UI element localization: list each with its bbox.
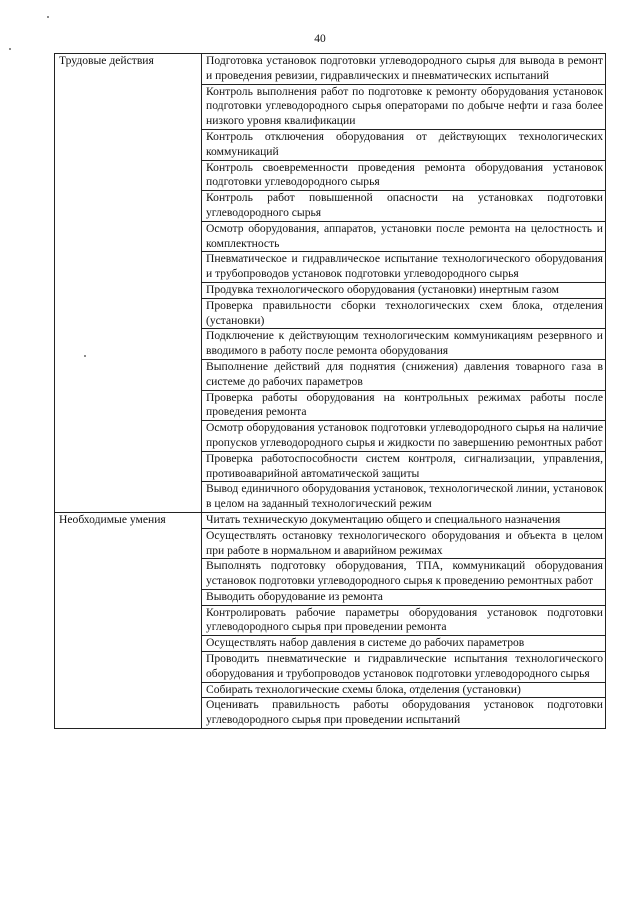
section-item: Проверка правильности сборки технологических схем блока, отделения (установки) — [202, 298, 606, 329]
table-row — [55, 512, 606, 528]
section-item: Выполнять подготовку оборудования, ТПА, коммуникаций оборудования установок подготовки углеводородного сырья к проведению ремонтных работ — [202, 559, 606, 590]
section-item: Контроль отключения оборудования от действующих технологических коммуникаций — [202, 129, 606, 160]
section-item: Осмотр оборудования установок подготовки углеводородного сырья на наличие пропусков углеводородного сырья и жидкости по завершению ремонтных работ — [202, 421, 606, 452]
section-item: Подключение к действующим технологическим коммуникациям резервного и вводимого в работу после ремонта оборудования — [202, 329, 606, 360]
scan-speck — [47, 16, 49, 18]
section-item: Контроль работ повышенной опасности на установках подготовки углеводородного сырья — [202, 191, 606, 222]
section-item: Пневматическое и гидравлическое испытание технологического оборудования и трубопроводов установок подготовки углеводородного сырья — [202, 252, 606, 283]
section-label: Необходимые умения — [55, 512, 202, 728]
table-row — [55, 54, 606, 85]
section-item: Проводить пневматические и гидравлические испытания технологического оборудования и трубопроводов установок подготовки углеводородного сырья — [202, 652, 606, 683]
requirements-table — [54, 53, 606, 729]
section-item: Контролировать рабочие параметры оборудования установок подготовки углеводородного сырья при проведении ремонта — [202, 605, 606, 636]
section-item: Выполнение действий для поднятия (снижения) давления товарного газа в системе до рабочих параметров — [202, 359, 606, 390]
scan-speck — [9, 48, 11, 50]
section-item: Контроль своевременности проведения ремонта оборудования установок подготовки углеводородного сырья — [202, 160, 606, 191]
page-number: 40 — [314, 33, 326, 45]
section-item: Осуществлять набор давления в системе до рабочих параметров — [202, 636, 606, 652]
section-item: Читать техническую документацию общего и специального назначения — [202, 512, 606, 528]
section-item: Осмотр оборудования, аппаратов, установки после ремонта на целостность и комплектность — [202, 221, 606, 252]
section-item: Подготовка установок подготовки углеводородного сырья для вывода в ремонт и проведения ревизии, гидравлических и пневматических испытаний — [202, 54, 606, 85]
section-item: Вывод единичного оборудования установок, технологической линии, установок в целом на заданный технологический режим — [202, 482, 606, 513]
section-item: Выводить оборудование из ремонта — [202, 589, 606, 605]
section-item: Собирать технологические схемы блока, отделения (установки) — [202, 682, 606, 698]
section-item: Осуществлять остановку технологического оборудования и объекта в целом при работе в нормальном и аварийном режимах — [202, 528, 606, 559]
section-item: Проверка работоспособности систем контроля, сигнализации, управления, противоаварийной автоматической защиты — [202, 451, 606, 482]
section-item: Контроль выполнения работ по подготовке к ремонту оборудования установок подготовки углеводородного сырья операторами по добыче нефти и газа более низкого уровня квалификации — [202, 84, 606, 129]
table-body — [55, 54, 606, 729]
section-item: Оценивать правильность работы оборудования установок подготовки углеводородного сырья при проведении испытаний — [202, 698, 606, 729]
section-item: Проверка работы оборудования на контрольных режимах работы после проведения ремонта — [202, 390, 606, 421]
section-label: Трудовые действия — [55, 54, 202, 513]
section-item: Продувка технологического оборудования (установки) инертным газом — [202, 282, 606, 298]
